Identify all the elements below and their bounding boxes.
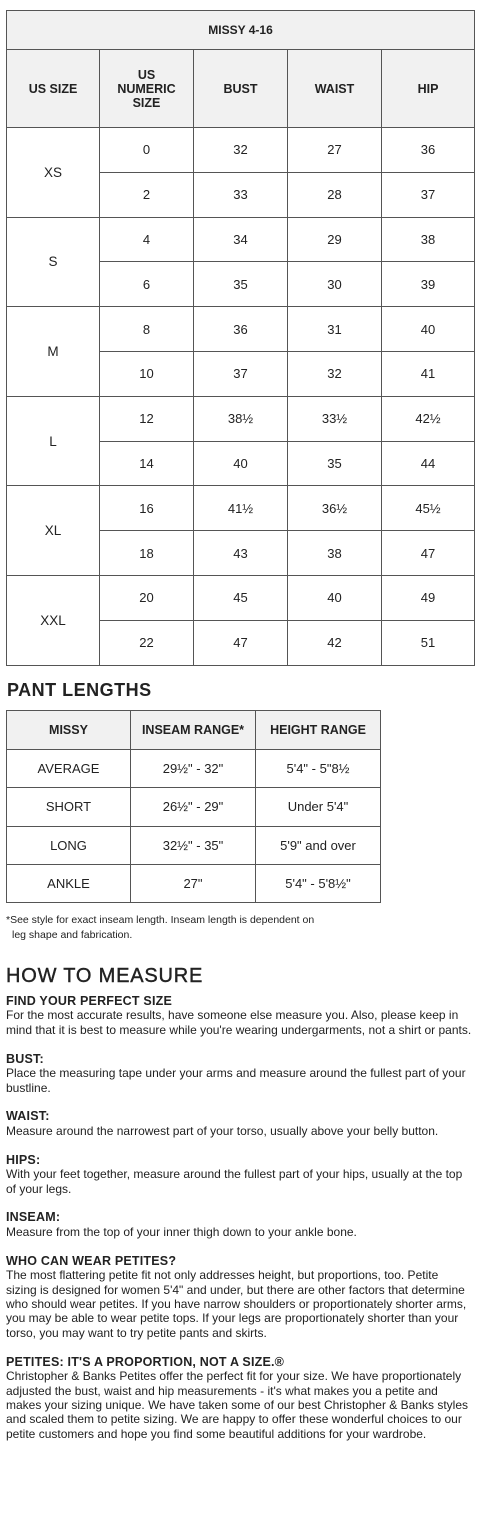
measure-section <box>6 1355 472 1441</box>
footnote-line-2: leg shape and fabrication. <box>12 929 133 941</box>
size-row <box>7 575 475 620</box>
hip-cell: 39 <box>382 262 475 307</box>
size-row <box>7 307 475 352</box>
bust-cell: 35 <box>194 262 288 307</box>
bust-cell: 45 <box>194 575 288 620</box>
measure-section-body: The most flattering petite fit not only addresses height, but proportions, too. Petite sizing is designed for women 5'4" and under, but there are other factors that determine who should wear petites. If you have narrow shoulders or proportionately shorter arms, you may be able to wear petite tops. If your legs are proportionately shorter than your torso, you may want to try petite pants and skirts. <box>6 1268 467 1340</box>
numeric-size-cell: 16 <box>100 486 194 531</box>
measure-section-heading: WAIST: <box>6 1109 50 1124</box>
numeric-size-cell: 14 <box>100 441 194 486</box>
height-range-cell: 5'4" - 5"8½ <box>256 750 381 788</box>
measure-section-heading: HIPS: <box>6 1152 41 1167</box>
waist-cell: 30 <box>288 262 382 307</box>
measure-section-body: Christopher & Banks Petites offer the perfect fit for your size. We have proportionately adjusted the bust, waist and hip measurements - it's what makes you a petite and makes your sizing unique. We have taken some of our best Christopher & Banks styles and scaled them to petite sizing. We are happy to offer these wonderful choices to our petite customers and hope you find some beautiful additions for your wardrobe. <box>6 1369 469 1441</box>
header-waist: WAIST <box>288 50 382 128</box>
bust-cell: 36 <box>194 307 288 352</box>
hip-cell: 44 <box>382 441 475 486</box>
waist-cell: 27 <box>288 128 382 173</box>
header-hip: HIP <box>382 50 475 128</box>
bust-cell: 43 <box>194 531 288 576</box>
header-inseam-range: INSEAM RANGE* <box>131 711 256 750</box>
numeric-size-cell: 12 <box>100 396 194 441</box>
how-to-measure-sections <box>6 994 472 1456</box>
numeric-size-cell: 22 <box>100 620 194 665</box>
hip-cell: 38 <box>382 217 475 262</box>
measure-section <box>6 1254 472 1340</box>
measure-section-heading: FIND YOUR PERFECT SIZE <box>6 994 172 1008</box>
measure-section <box>6 1109 472 1138</box>
size-row <box>7 128 475 173</box>
size-row <box>7 486 475 531</box>
waist-cell: 40 <box>288 575 382 620</box>
numeric-size-cell: 10 <box>100 351 194 396</box>
missy-cell: SHORT <box>7 788 131 826</box>
missy-cell: ANKLE <box>7 864 131 902</box>
numeric-size-cell: 18 <box>100 531 194 576</box>
size-row <box>7 396 475 441</box>
size-letter-cell: M <box>7 307 100 397</box>
size-letter-cell: XS <box>7 128 100 218</box>
inseam-range-cell: 26½" - 29" <box>131 788 256 826</box>
measure-section-heading: BUST: <box>6 1051 44 1066</box>
bust-cell: 41½ <box>194 486 288 531</box>
size-row <box>7 217 475 262</box>
header-bust: BUST <box>194 50 288 128</box>
pant-lengths-title: PANT LENGTHS <box>7 680 152 700</box>
inseam-range-cell: 32½" - 35" <box>131 826 256 864</box>
missy-cell: LONG <box>7 826 131 864</box>
waist-cell: 35 <box>288 441 382 486</box>
inseam-range-cell: 29½" - 32" <box>131 750 256 788</box>
inseam-range-cell: 27" <box>131 864 256 902</box>
bust-cell: 34 <box>194 217 288 262</box>
numeric-size-cell: 4 <box>100 217 194 262</box>
waist-cell: 33½ <box>288 396 382 441</box>
height-range-cell: 5'9" and over <box>256 826 381 864</box>
header-us-numeric-size: US NUMERIC SIZE <box>100 50 194 128</box>
hip-cell: 42½ <box>382 396 475 441</box>
pant-row <box>7 826 381 864</box>
pant-row <box>7 788 381 826</box>
numeric-size-cell: 20 <box>100 575 194 620</box>
measure-section <box>6 1210 472 1239</box>
hip-cell: 47 <box>382 531 475 576</box>
footnote-line-1: *See style for exact inseam length. Inseam length is dependent on <box>6 914 315 926</box>
bust-cell: 33 <box>194 172 288 217</box>
hip-cell: 36 <box>382 128 475 173</box>
pant-row <box>7 864 381 902</box>
size-chart-table <box>6 10 475 666</box>
size-letter-cell: XL <box>7 486 100 576</box>
measure-section-body: With your feet together, measure around the fullest part of your hips, usually at the top of your legs. <box>6 1167 463 1196</box>
hip-cell: 40 <box>382 307 475 352</box>
measure-section <box>6 994 472 1037</box>
measure-section-body: For the most accurate results, have someone else measure you. Also, please keep in mind that it is best to measure while you're wearing undergarments, not a shirt or pants. <box>6 1008 472 1037</box>
measure-section-heading: PETITES: IT'S A PROPORTION, NOT A SIZE.® <box>6 1354 285 1369</box>
waist-cell: 42 <box>288 620 382 665</box>
how-to-measure-title: HOW TO MEASURE <box>6 965 204 987</box>
header-height-range: HEIGHT RANGE <box>256 711 381 750</box>
numeric-size-cell: 2 <box>100 172 194 217</box>
size-chart-title: MISSY 4-16 <box>7 11 475 50</box>
bust-cell: 47 <box>194 620 288 665</box>
inseam-footnote <box>6 913 366 943</box>
measure-section-body: Measure from the top of your inner thigh down to your ankle bone. <box>6 1224 357 1239</box>
measure-section-body: Place the measuring tape under your arms and measure around the fullest part of your bustline. <box>6 1066 466 1095</box>
measure-section-heading: INSEAM: <box>6 1210 61 1225</box>
size-letter-cell: XXL <box>7 575 100 665</box>
size-letter-cell: L <box>7 396 100 486</box>
header-us-size: US SIZE <box>7 50 100 128</box>
measure-section <box>6 1052 472 1095</box>
hip-cell: 49 <box>382 575 475 620</box>
pant-row <box>7 750 381 788</box>
bust-cell: 38½ <box>194 396 288 441</box>
numeric-size-cell: 0 <box>100 128 194 173</box>
height-range-cell: Under 5'4" <box>256 788 381 826</box>
hip-cell: 51 <box>382 620 475 665</box>
size-letter-cell: S <box>7 217 100 307</box>
measure-section-body: Measure around the narrowest part of your torso, usually above your belly button. <box>6 1123 439 1138</box>
measure-section <box>6 1153 472 1196</box>
size-chart-header-row <box>7 50 475 128</box>
waist-cell: 32 <box>288 351 382 396</box>
pant-header-row <box>7 711 381 750</box>
bust-cell: 40 <box>194 441 288 486</box>
bust-cell: 37 <box>194 351 288 396</box>
waist-cell: 36½ <box>288 486 382 531</box>
measure-section-heading: WHO CAN WEAR PETITES? <box>6 1253 177 1268</box>
waist-cell: 28 <box>288 172 382 217</box>
pant-lengths-table <box>6 710 381 903</box>
bust-cell: 32 <box>194 128 288 173</box>
numeric-size-cell: 8 <box>100 307 194 352</box>
waist-cell: 29 <box>288 217 382 262</box>
hip-cell: 45½ <box>382 486 475 531</box>
waist-cell: 38 <box>288 531 382 576</box>
height-range-cell: 5'4" - 5'8½" <box>256 864 381 902</box>
numeric-size-cell: 6 <box>100 262 194 307</box>
hip-cell: 41 <box>382 351 475 396</box>
waist-cell: 31 <box>288 307 382 352</box>
header-missy: MISSY <box>7 711 131 750</box>
missy-cell: AVERAGE <box>7 750 131 788</box>
hip-cell: 37 <box>382 172 475 217</box>
